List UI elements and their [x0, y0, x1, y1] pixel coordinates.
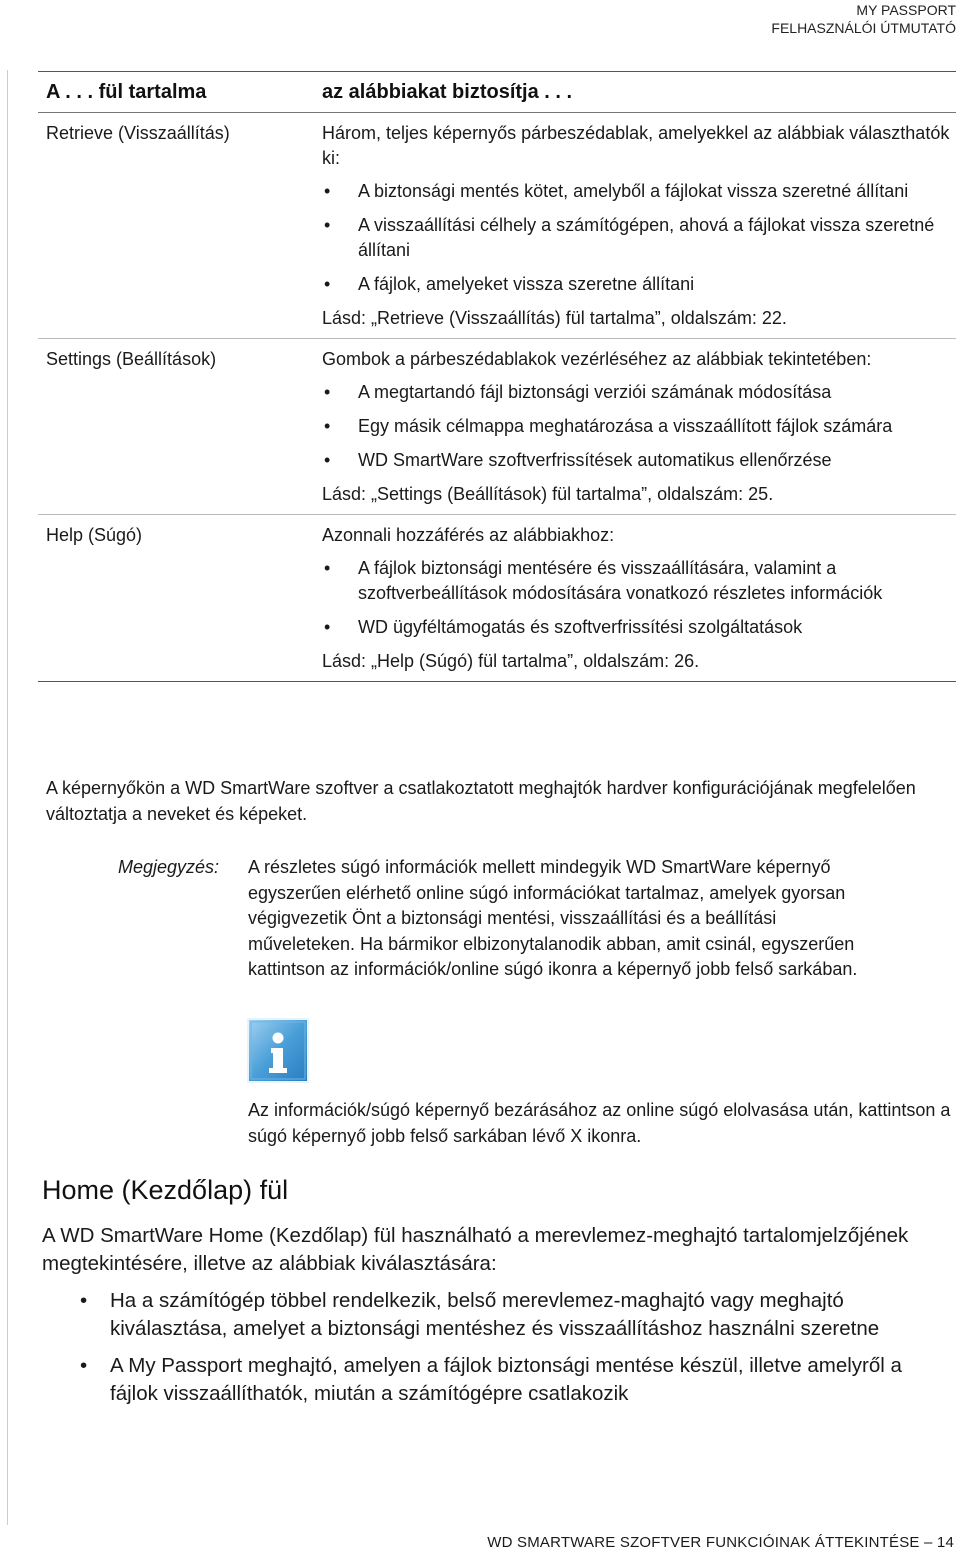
header-manual: FELHASZNÁLÓI ÚTMUTATÓ: [771, 20, 956, 36]
section-paragraph: A WD SmartWare Home (Kezdőlap) fül használható a merevlemez-meghajtó tartalomjelzőjének megtekintésére, illetve az alábbiak kiválasztására:: [42, 1224, 909, 1275]
table-header-row: [38, 72, 956, 113]
list-item: • A fájlok, amelyeket vissza szeretne állítani: [322, 272, 954, 297]
list-item: • A visszaállítási célhely a számítógépen, ahová a fájlokat vissza szeretné állítani: [322, 213, 954, 263]
table-header-tab: A . . . fül tartalma: [46, 81, 207, 103]
list-item: • A biztonsági mentés kötet, amelyből a fájlokat vissza szeretné állítani: [322, 179, 954, 204]
tab-contents-table: [38, 71, 956, 682]
note-label: Megjegyzés:: [118, 857, 220, 877]
table-row: [38, 113, 956, 339]
list-item: • WD ügyféltámogatás és szoftverfrissítési szolgáltatások: [322, 615, 954, 640]
list-item: • A megtartandó fájl biztonsági verziói számának módosítása: [322, 380, 954, 405]
list-item: • Egy másik célmappa meghatározása a visszaállított fájlok számára: [322, 414, 954, 439]
bullet-list: [322, 556, 954, 640]
cross-reference-link[interactable]: Lásd: „Settings (Beállítások) fül tartalma”, oldalszám: 25.: [322, 484, 774, 504]
cross-reference-link[interactable]: Lásd: „Retrieve (Visszaállítás) fül tartalma”, oldalszám: 22.: [322, 308, 787, 328]
row-intro: Gombok a párbeszédablakok vezérléséhez az alábbiak tekintetében:: [322, 349, 872, 369]
list-item: • A My Passport meghajtó, amelyen a fájlok biztonsági mentése készül, illetve amelyről a fájlok visszaállíthatók, miután a számítógépre csatlakozik: [42, 1352, 942, 1408]
bullet-list: [322, 380, 954, 473]
row-label-retrieve: Retrieve (Visszaállítás): [46, 123, 230, 143]
table-row: [38, 515, 956, 682]
section-bullet-list: [42, 1287, 942, 1417]
row-intro: Három, teljes képernyős párbeszédablak, amelyekkel az alábbiak választhatók ki:: [322, 123, 950, 168]
close-help-note: Az információk/súgó képernyő bezárásához az online súgó elolvasása után, kattintson a súgó képernyő jobb felső sarkában lévő X ikonra.: [248, 1100, 951, 1146]
page-footer: WD SMARTWARE SZOFTVER FUNKCIÓINAK ÁTTEKINTÉSE – 14: [487, 1534, 954, 1551]
info-icon: [247, 1018, 309, 1083]
bullet-list: [322, 179, 954, 297]
list-item: • Ha a számítógép többel rendelkezik, belső merevlemez-maghajtó vagy meghajtó kiválasztása, amelyet a biztonsági mentéshez és visszaállításhoz használni szeretne: [42, 1287, 942, 1343]
section-heading: Home (Kezdőlap) fül: [42, 1175, 289, 1205]
table-row: [38, 339, 956, 515]
row-label-help: Help (Súgó): [46, 525, 143, 545]
header-product: MY PASSPORT: [856, 2, 956, 18]
note-text: A részletes súgó információk mellett mindegyik WD SmartWare képernyő egyszerűen elérhető online súgó információkat tartalmaz, amelyek gyorsan végigvezetik Önt a biztonsági mentési, visszaállítási és a beállítási műveleteken. Ha bármikor elbizonytalanodik abban, amit csinál, egyszerűen kattintson az információk/online súgó ikonra a képernyő jobb felső sarkában.: [248, 857, 858, 979]
left-margin-rule: [7, 70, 8, 1525]
table-header-provides: az alábbiakat biztosítja . . .: [322, 81, 573, 103]
list-item: • A fájlok biztonsági mentésére és visszaállítására, valamint a szoftverbeállítások módosítására vonatkozó részletes információk: [322, 556, 954, 606]
table-note: A képernyőkön a WD SmartWare szoftver a csatlakoztatott meghajtók hardver konfigurációjának megfelelően változtatja a neveket és képeket.: [46, 778, 916, 824]
cross-reference-link[interactable]: Lásd: „Help (Súgó) fül tartalma”, oldalszám: 26.: [322, 651, 700, 671]
row-label-settings: Settings (Beállítások): [46, 349, 217, 369]
row-intro: Azonnali hozzáférés az alábbiakhoz:: [322, 525, 615, 545]
list-item: • WD SmartWare szoftverfrissítések automatikus ellenőrzése: [322, 448, 954, 473]
